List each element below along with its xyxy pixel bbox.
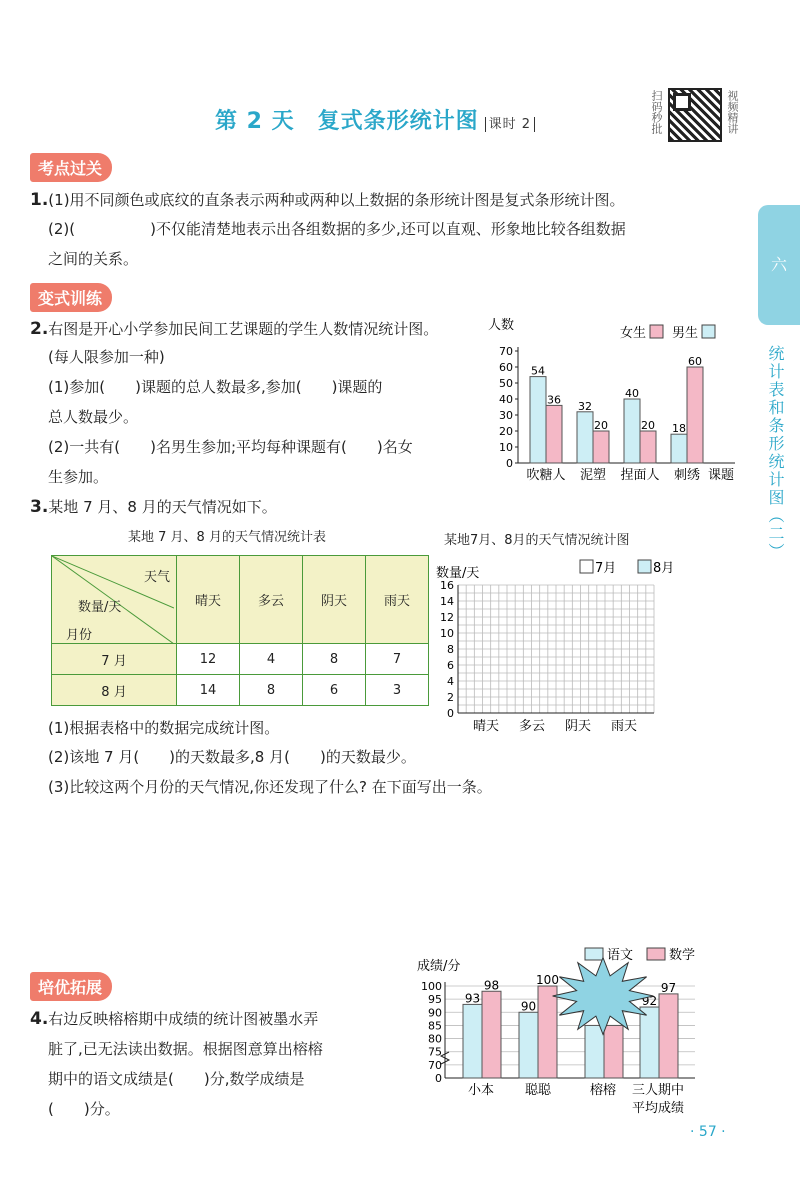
chapter-title-vertical: 统计表和条形统计图（二） [766,345,785,561]
legend-swatch [650,325,663,338]
q4-line4: ( )分。 [48,1100,120,1118]
bar-value-label: 36 [547,393,561,407]
table-cell: 6 [303,675,366,706]
x-tick-label: 捏面人 [620,468,660,483]
x-tick-label: 聪聪 [524,1083,552,1098]
y-tick-label: 60 [499,361,513,374]
y-tick-label: 10 [499,441,513,454]
scores-bar-chart [415,940,715,1120]
bar-value-label: 60 [688,355,702,368]
bar-value-label: 32 [578,399,592,413]
x-tick-label: 刺绣 [673,468,701,483]
y-tick-label: 70 [428,1058,442,1072]
y-axis-label: 成绩/分 [417,959,461,974]
q4-line2: 脏了,已无法读出数据。根据图意算出榕榕 [48,1040,323,1058]
col-header: 阴天 [303,556,366,644]
bar-value-label: 40 [625,387,639,400]
table-cell: 3 [366,675,429,706]
bar [624,399,640,463]
qr-code-icon[interactable] [668,88,722,142]
section-tag-2: 变式训练 [30,283,112,312]
section-tag-1: 考点过关 [30,153,112,182]
q1-line1: 1.(1)用不同颜色或底纹的直条表示两种或两种以上数据的条形统计图是复式条形统计图。 [30,190,625,210]
y-tick-label: 95 [428,993,442,1007]
row-header: 7 月 [52,644,177,675]
bar-value-label: 20 [594,419,608,432]
bar-value-label: 90 [520,999,537,1014]
y-tick-label: 85 [428,1019,442,1033]
bar-value-label: 20 [641,419,655,432]
legend-swatch [580,560,593,573]
x-tick-label: 阴天 [564,719,592,734]
legend-swatch [647,948,665,960]
table-cell: 12 [177,644,240,675]
x-tick-label: 多云 [518,719,546,734]
legend-label: 数学 [669,948,696,963]
y-tick-label: 20 [499,425,513,438]
crafts-bar-chart [480,315,755,485]
y-tick-label: 50 [499,377,513,390]
y-tick-label: 14 [440,595,454,608]
q3-sub3: (3)比较这两个月份的天气情况,你还发现了什么? 在下面写出一条。 [48,778,492,796]
legend-label: 语文 [607,948,634,963]
col-header: 晴天 [177,556,240,644]
y-tick-label: 6 [447,659,454,672]
weather-blank-chart[interactable] [430,555,700,740]
bar-value-label: 97 [660,980,677,995]
x-tick-label: 晴天 [472,719,500,734]
ink-blot-icon [553,958,654,1035]
q3-line1: 3.某地 7 月、8 月的天气情况如下。 [30,497,277,517]
y-tick-label: 2 [447,691,454,704]
legend-label: 男生 [672,326,699,341]
bar [530,377,546,463]
table-cell: 7 [366,644,429,675]
x-tick-label: 吹糖人 [526,468,566,483]
qr-caption-left: 扫码秒批 [650,90,663,134]
page-number: · 57 · [690,1124,726,1140]
q2-line1: 2.右图是开心小学参加民间工艺课题的学生人数情况统计图。 [30,319,439,339]
bar [585,1025,604,1078]
chapter-tab[interactable]: 六 [758,205,800,325]
legend-swatch [702,325,715,338]
weather-chart-title: 某地7月、8月的天气情况统计图 [444,533,630,548]
bar-value-label: 18 [672,422,686,436]
bar-value-label: 54 [531,364,545,378]
bar [577,412,593,463]
x-tick-label: 雨天 [610,719,638,734]
q4-line1: 4.右边反映榕榕期中成绩的统计图被墨水弄 [30,1009,319,1029]
table-cell: 14 [177,675,240,706]
y-tick-label: 30 [499,409,513,422]
bar [593,431,609,463]
x-tick-label: 泥塑 [579,468,607,483]
table-corner-cell [52,556,177,644]
y-tick-label: 70 [499,345,513,358]
legend-swatch [638,560,651,573]
x-tick-label: 平均成绩 [631,1101,685,1116]
corner-label-count: 数量/天 [78,600,122,615]
q4-line3: 期中的语文成绩是( )分,数学成绩是 [48,1070,305,1088]
q3-sub2: (2)该地 7 月( )的天数最多,8 月( )的天数最少。 [48,748,416,766]
bar [604,1025,623,1078]
axis-break-icon [441,1052,449,1064]
bar-value-label: 98 [483,978,500,993]
x-tick-label: 小本 [467,1083,495,1098]
y-tick-label: 0 [447,707,454,720]
x-axis-label: 课题 [708,468,735,483]
page-title: 第 2 天 复式条形统计图 课时 2 [215,104,535,135]
bar [546,405,562,463]
section-tag-3: 培优拓展 [30,972,112,1001]
q3-sub1: (1)根据表格中的数据完成统计图。 [48,719,280,737]
bar-value-label: 93 [464,991,481,1006]
y-tick-label: 0 [506,457,513,470]
y-tick-label: 75 [428,1045,442,1059]
col-header: 雨天 [366,556,429,644]
bar [463,1004,482,1078]
bar [519,1012,538,1078]
y-tick-label: 10 [440,627,454,640]
bar [659,994,678,1078]
corner-label-weather: 天气 [143,570,170,585]
row-header: 8 月 [52,675,177,706]
y-tick-label: 100 [421,980,442,993]
q1-line3: 之间的关系。 [48,250,139,268]
y-tick-label: 40 [499,393,513,406]
legend-swatch [585,948,603,960]
corner-label-month: 月份 [66,628,93,643]
y-tick-label: 90 [428,1006,442,1020]
table-cell: 8 [303,644,366,675]
q2-line4: 总人数最少。 [48,408,139,426]
bar-value-label: 100 [536,973,559,987]
y-tick-label: 16 [440,579,454,592]
q2-line6: 生参加。 [48,468,109,486]
bar [687,367,703,463]
bar [482,991,501,1078]
x-tick-label: 三人期中 [631,1083,685,1098]
y-tick-label: 8 [447,643,454,656]
qr-caption-right: 视频精讲 [726,90,739,134]
q1-line2: (2)( )不仅能清楚地表示出各组数据的多少,还可以直观、形象地比较各组数据 [48,220,626,238]
col-header: 多云 [240,556,303,644]
y-tick-label: 80 [428,1032,442,1046]
bar [671,434,687,463]
table-cell: 4 [240,644,303,675]
y-axis-label: 人数 [488,318,515,333]
q2-line3: (1)参加( )课题的总人数最多,参加( )课题的 [48,378,383,396]
weather-table [51,555,429,706]
lesson-badge: 课时 2 [485,117,535,132]
y-tick-label: 12 [440,611,454,624]
q2-line2: (每人限参加一种) [48,348,165,366]
q2-line5: (2)一共有( )名男生参加;平均每种课题有( )名女 [48,438,413,456]
bar [640,1007,659,1078]
bar [640,431,656,463]
legend-label: 8月 [653,561,675,576]
bar-value-label: 92 [641,994,658,1009]
y-axis-label: 数量/天 [436,566,480,581]
weather-table-title: 某地 7 月、8 月的天气情况统计表 [128,530,326,545]
x-tick-label: 榕榕 [589,1083,617,1098]
bar [538,986,557,1078]
y-tick-label: 0 [435,1072,442,1085]
legend-label: 女生 [620,326,647,341]
table-cell: 8 [240,675,303,706]
legend-label: 7月 [595,561,617,576]
y-tick-label: 4 [447,675,454,688]
